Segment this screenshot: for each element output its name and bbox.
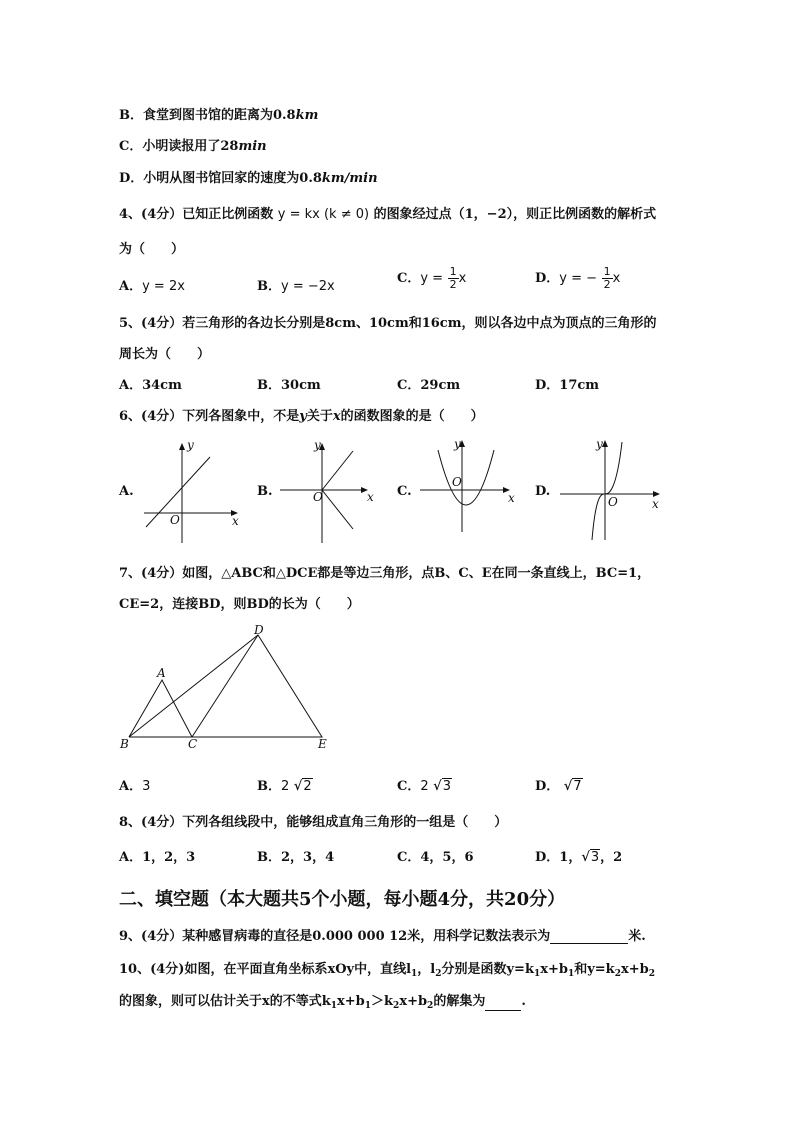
q9-answer-blank[interactable]: [550, 929, 628, 944]
q3-option-c: C．小明读报用了28min: [119, 139, 267, 154]
q9-stem: 9、(4分）某种感冒病毒的直径是0.000 000 12米，用科学记数法表示为 米.: [119, 929, 646, 944]
axis-y-label: y: [596, 437, 603, 451]
q6-graph-c: [416, 432, 520, 542]
q6-stem: 6、(4分）下列各图象中，不是y关于x的函数图象的是（ ）: [119, 409, 484, 424]
axis-x-label: x: [232, 514, 239, 528]
q6-option-b-label: B.: [257, 484, 273, 499]
q4-option-b: B．y = −2x: [257, 279, 335, 294]
q10-answer-blank[interactable]: [485, 996, 521, 1011]
q7-option-b: B．2 √2: [257, 779, 312, 794]
q5-option-b: B．30cm: [257, 378, 321, 393]
q8-option-c: C．4，5，6: [397, 850, 474, 865]
q4-option-d: D．y = − $\frac{1}{2}$ x: [535, 265, 621, 291]
q7-figure: [114, 620, 344, 755]
q6-graph-a: [138, 435, 250, 547]
q6-option-d-label: D.: [535, 484, 551, 499]
point-a-label: A: [157, 666, 166, 680]
origin-label: O: [313, 490, 323, 504]
origin-label: O: [170, 513, 180, 527]
axis-x-label: x: [652, 497, 659, 511]
q4-option-c: C．y = $\frac{1}{2}$ x: [397, 265, 467, 291]
axis-x-label: x: [367, 490, 374, 504]
q7-option-a: A．3: [119, 779, 151, 794]
q3-option-d: D．小明从图书馆回家的速度为0.8km/min: [119, 171, 378, 186]
q5-stem-line2: 周长为（ ）: [119, 347, 211, 362]
point-e-label: E: [318, 737, 327, 751]
q6-option-c-label: C.: [397, 484, 412, 499]
q6-option-a-label: A.: [119, 484, 134, 499]
origin-label: O: [608, 495, 618, 509]
q5-option-d: D．17cm: [535, 378, 600, 393]
q6-graph-b: [278, 435, 378, 545]
q8-option-a: A．1，2，3: [119, 850, 196, 865]
q3-option-b: B．食堂到图书馆的距离为0.8km: [119, 108, 319, 123]
q6-graph-d: [558, 432, 668, 544]
q5-option-c: C．29cm: [397, 378, 461, 393]
q5-stem: 5、(4分）若三角形的各边长分别是8cm、10cm和16cm，则以各边中点为顶点的三角形的: [119, 316, 657, 331]
q7-option-c: C．2 √3: [397, 779, 451, 794]
axis-x-label: x: [508, 491, 515, 505]
point-c-label: C: [188, 737, 198, 751]
q10-stem-line2: 的图象，则可以估计关于x的不等式$k_1x+b_1>k_2x+b_2$的解集为 .: [119, 994, 526, 1011]
q4-stem-line2: 为（ ）: [119, 242, 185, 257]
q8-stem: 8、(4分）下列各组线段中，能够组成直角三角形的一组是（ ）: [119, 815, 508, 830]
q5-option-a: A．34cm: [119, 378, 182, 393]
origin-label: O: [452, 475, 462, 489]
q7-stem-line2: CE=2，连接BD，则BD的长为（ ）: [119, 597, 360, 612]
q4-option-a: A．y = 2x: [119, 279, 185, 294]
point-b-label: B: [120, 737, 129, 751]
q8-option-b: B．2，3，4: [257, 850, 335, 865]
axis-y-label: y: [187, 438, 194, 452]
q7-option-d: D． √7: [535, 779, 582, 794]
axis-y-label: y: [314, 438, 321, 452]
point-d-label: D: [254, 623, 264, 637]
section-heading-fill-in: 二、填空题（本大题共5个小题，每小题4分，共20分）: [119, 889, 566, 910]
q4-stem: 4、(4分）已知正比例函数 y = kx (k ≠ 0) 的图象经过点（1，−2），则正比例函数的解析式: [119, 207, 657, 222]
axis-y-label: y: [454, 437, 461, 451]
q7-stem: 7、(4分）如图，△ABC和△DCE都是等边三角形，点B、C、E在同一条直线上，BC=1，: [119, 566, 651, 581]
q8-option-d: D．1，√3，2: [535, 850, 623, 865]
q10-stem: 10、(4分)如图，在平面直角坐标系xOy中，直线$l_1$，$l_2$分别是函数$y=k_1x+b_1$和$y=k_2x+b_2$: [119, 962, 655, 979]
